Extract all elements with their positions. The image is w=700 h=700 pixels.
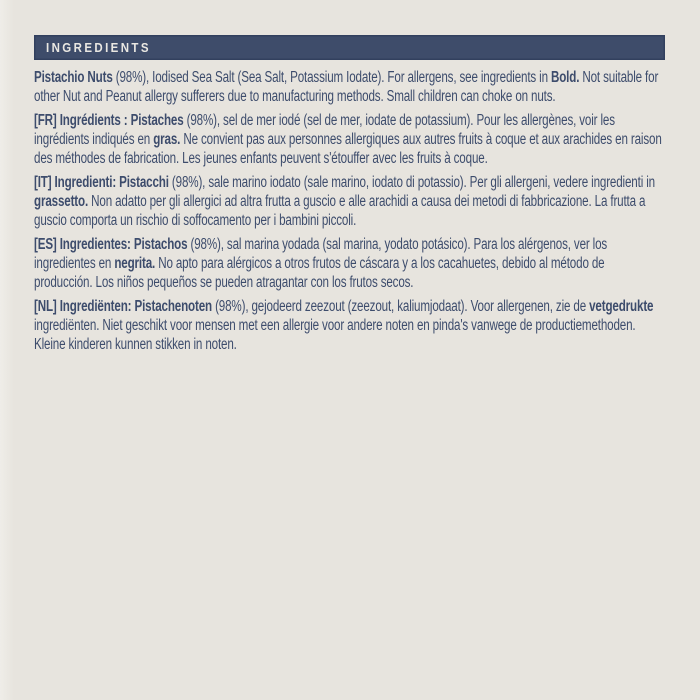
text-segment: (98%), sel de mer iodé (sel de mer, iodate de potassium). Pour les allergènes, voir les ingrédients indiqués en — [34, 112, 615, 148]
text-segment: Ne convient pas aux personnes allergiques aux autres fruits à coque et aux arachides en raison des méthodes de fabrication. Les jeunes enfants peuvent s'étouffer avec les fruits à coque. — [34, 131, 662, 167]
ingredients-paragraph-fr — [34, 111, 665, 168]
ingredients-header-title: INGREDIENTS — [46, 40, 151, 55]
ingredients-paragraphs — [34, 68, 665, 354]
bold-segment: [FR] Ingrédients : Pistaches — [34, 112, 184, 129]
bold-segment: vetgedrukte — [589, 298, 654, 315]
text-segment: Not suitable for other Nut and Peanut allergy sufferers due to manufacturing methods. Small children can choke on nuts. — [34, 69, 659, 105]
ingredients-paragraph-en — [34, 68, 665, 106]
ingredients-label-panel — [34, 35, 665, 359]
text-segment: (98%), Iodised Sea Salt (Sea Salt, Potassium Iodate). For allergens, see ingredients in — [112, 69, 551, 86]
text-segment: (98%), sale marino iodato (sale marino, iodato di potassio). Per gli allergeni, vedere ingredienti in — [168, 174, 655, 191]
ingredients-paragraph-nl — [34, 297, 665, 354]
ingredients-text-block — [34, 68, 665, 354]
bold-segment: gras. — [153, 131, 181, 148]
bold-segment: Pistachio Nuts — [34, 69, 113, 86]
text-segment: (98%), gejodeerd zeezout (zeezout, kaliumjodaat). Voor allergenen, zie de — [211, 298, 590, 315]
bold-segment: [IT] Ingredienti: Pistacchi — [34, 174, 169, 191]
ingredients-paragraph-es — [34, 235, 665, 292]
text-segment: No apto para alérgicos a otros frutos de cáscara y a los cacahuetes, debido al método de producción. Los niños pequeños se pueden atragantar con los frutos secos. — [34, 255, 605, 291]
bold-segment: negrita. — [114, 255, 156, 272]
text-segment: Non adatto per gli allergici ad altra frutta a guscio e alle arachidi a causa dei metodi di fabbricazione. La frutta a guscio comporta un rischio di soffocamento per i bambini piccoli. — [34, 193, 646, 229]
text-segment: ingrediënten. Niet geschikt voor mensen met een allergie voor andere noten en pinda's vanwege de productiemethoden. Kleine kinderen kunnen stikken in noten. — [34, 317, 636, 353]
bold-segment: Bold. — [550, 69, 580, 86]
ingredients-paragraph-it — [34, 173, 665, 230]
text-segment: (98%), sal marina yodada (sal marina, yodato potásico). Para los alérgenos, ver los ingredientes en — [34, 236, 608, 272]
bold-segment: grassetto. — [34, 193, 89, 210]
ingredients-header-bar — [34, 35, 665, 60]
bold-segment: [NL] Ingrediënten: Pistachenoten — [34, 298, 212, 315]
bold-segment: [ES] Ingredientes: Pistachos — [34, 236, 188, 253]
